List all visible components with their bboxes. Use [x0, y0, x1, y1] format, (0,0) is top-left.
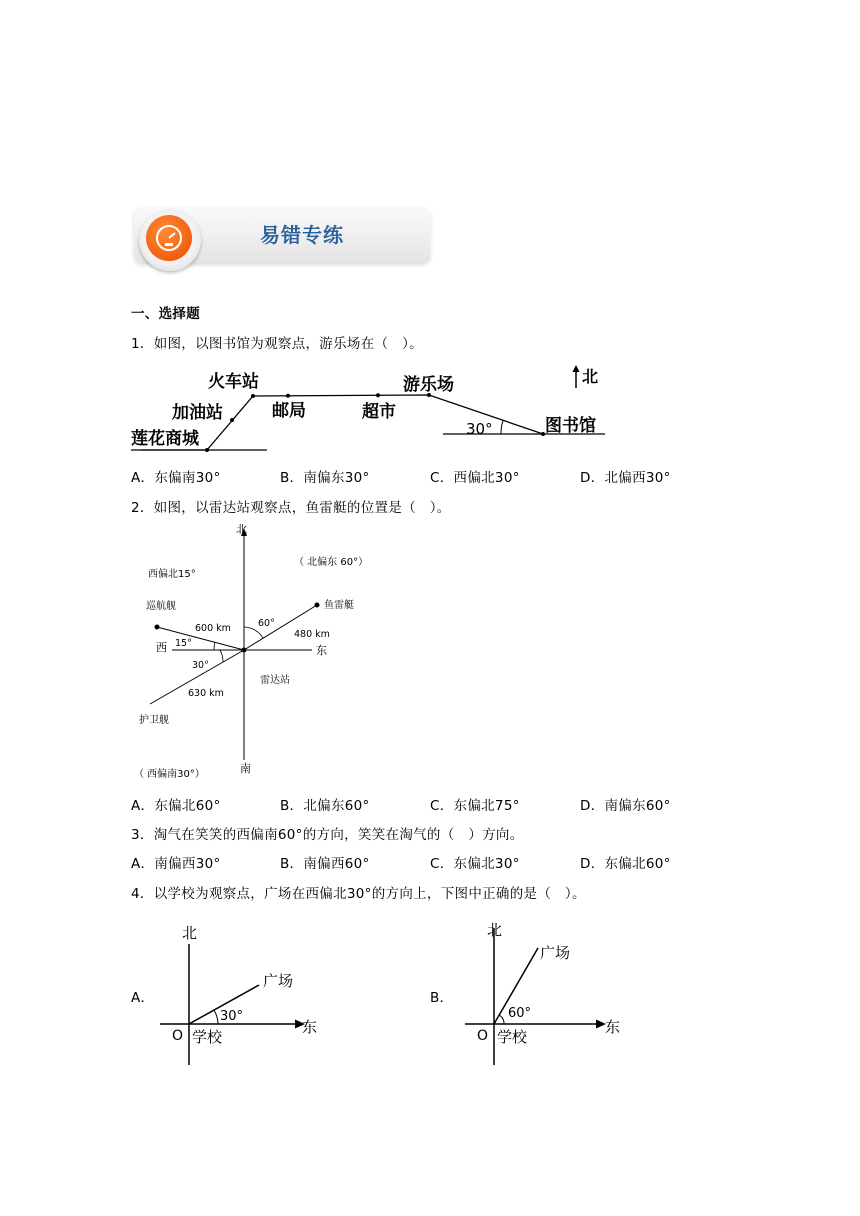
label-distance-escort: 630 km [188, 688, 224, 699]
label-distance-torpedo: 480 km [294, 629, 330, 640]
label-note-ne: （ 北偏东 60°） [294, 557, 369, 568]
label-east: 东 [605, 1018, 621, 1036]
banner-title: 易错专练 [260, 223, 344, 247]
question-1-figure [125, 362, 625, 456]
label-origin: O [477, 1028, 489, 1044]
label-angle-30: 30° [466, 420, 493, 438]
label-angle-30: 30° [192, 660, 209, 671]
q4-figure-a[interactable] [155, 918, 330, 1068]
q3-option-a[interactable]: A．南偏西30° [131, 856, 221, 872]
label-angle: 60° [508, 1006, 532, 1021]
q1-option-c[interactable]: C．西偏北30° [430, 470, 520, 486]
label-west: 西 [156, 641, 167, 654]
label-distance-cruiser: 600 km [195, 623, 231, 634]
label-north: 北 [236, 523, 247, 536]
speedometer-icon [146, 215, 192, 261]
label-note-wn: 西偏北15° [148, 569, 196, 580]
label-train-station: 火车站 [208, 372, 259, 392]
label-gas-station: 加油站 [172, 403, 223, 423]
label-square: 广场 [540, 944, 571, 962]
label-north: 北 [582, 367, 599, 386]
q2-option-d[interactable]: D．南偏东60° [580, 798, 671, 814]
q2-option-a[interactable]: A．东偏北60° [131, 798, 221, 814]
label-library: 图书馆 [545, 416, 596, 436]
question-2-stem: 2．如图，以雷达站观察点，鱼雷艇的位置是（ ）。 [131, 500, 451, 516]
question-3-stem: 3．淘气在笑笑的西偏南60°的方向，笑笑在淘气的（ ）方向。 [131, 827, 524, 843]
q4-option-b[interactable]: B． [430, 990, 454, 1006]
label-south: 南 [240, 762, 251, 775]
q3-option-b[interactable]: B．南偏西60° [280, 856, 370, 872]
q1-option-b[interactable]: B．南偏东30° [280, 470, 370, 486]
label-post-office: 邮局 [272, 401, 306, 421]
label-angle-60: 60° [258, 618, 275, 629]
question-2-figure [130, 520, 380, 782]
q3-option-c[interactable]: C．东偏北30° [430, 856, 520, 872]
label-note-ws: （ 西偏南30°） [134, 769, 205, 780]
label-angle: 30° [220, 1009, 244, 1024]
q3-option-d[interactable]: D．东偏北60° [580, 856, 671, 872]
label-north: 北 [182, 924, 198, 942]
question-4-stem: 4．以学校为观察点，广场在西偏北30°的方向上，下图中正确的是（ ）。 [131, 886, 586, 902]
label-supermarket: 超市 [362, 402, 396, 422]
label-origin: O [172, 1028, 184, 1044]
section-title: 一、选择题 [131, 306, 200, 322]
label-square: 广场 [263, 972, 294, 990]
ray-torpedo [244, 605, 317, 650]
q1-option-a[interactable]: A．东偏南30° [131, 470, 221, 486]
q4-figure-b[interactable] [460, 918, 635, 1068]
label-lianhua-mall: 莲花商城 [131, 429, 199, 449]
label-radar: 雷达站 [260, 675, 290, 686]
label-school: 学校 [192, 1028, 223, 1046]
label-school: 学校 [497, 1028, 528, 1046]
label-amusement-park: 游乐场 [403, 375, 454, 395]
label-cruiser: 巡航舰 [146, 601, 176, 612]
question-1-stem: 1．如图，以图书馆为观察点，游乐场在（ ）。 [131, 336, 423, 352]
label-torpedo: 鱼雷艇 [324, 600, 354, 611]
label-north: 北 [487, 921, 503, 939]
label-angle-15: 15° [175, 638, 192, 649]
q2-option-b[interactable]: B．北偏东60° [280, 798, 370, 814]
label-escort: 护卫舰 [139, 715, 169, 726]
q2-option-c[interactable]: C．东偏北75° [430, 798, 520, 814]
q4-option-a[interactable]: A． [131, 990, 155, 1006]
label-east: 东 [316, 644, 327, 657]
label-east: 东 [302, 1018, 318, 1036]
q1-option-d[interactable]: D．北偏西30° [580, 470, 671, 486]
